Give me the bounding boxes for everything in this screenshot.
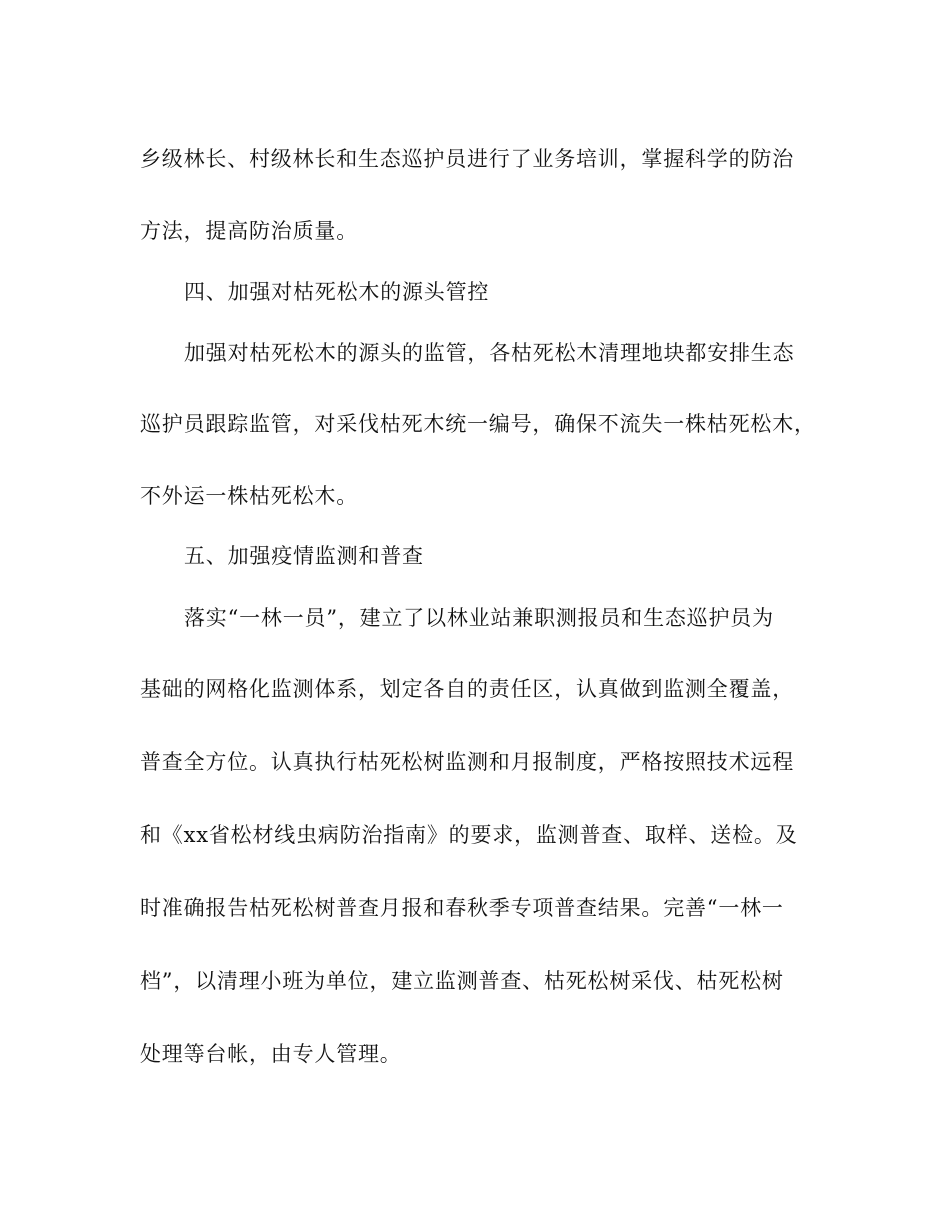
paragraph-line: 不外运一株枯死松木。 <box>140 484 358 508</box>
paragraph-line: 和《xx省松材线虫病防治指南》的要求，监测普查、取样、送检。及 <box>140 823 798 847</box>
section-heading: 四、加强对枯死松木的源头管控 <box>184 280 490 304</box>
paragraph-line: 落实“一林一员”，建立了以林业站兼职测报员和生态巡护员为 <box>184 606 774 630</box>
paragraph-line: 普查全方位。认真执行枯死松树监测和月报制度，严格按照技术远程 <box>140 750 794 774</box>
paragraph-line: 档”，以清理小班为单位，建立监测普查、枯死松树采伐、枯死松树 <box>140 969 784 993</box>
paragraph-line: 时准确报告枯死松树普查月报和春秋季专项普查结果。完善“一林一 <box>140 896 784 920</box>
paragraph-line: 方法，提高防治质量。 <box>140 219 358 243</box>
paragraph-line: 巡护员跟踪监管，对采伐枯死木统一编号，确保不流失一株枯死松木， <box>140 412 816 436</box>
section-heading: 五、加强疫情监测和普查 <box>184 544 424 568</box>
paragraph-line: 处理等台帐，由专人管理。 <box>140 1042 402 1066</box>
paragraph-line: 乡级林长、村级林长和生态巡护员进行了业务培训，掌握科学的防治 <box>140 147 794 171</box>
paragraph-line: 加强对枯死松木的源头的监管，各枯死松木清理地块都安排生态 <box>184 341 795 365</box>
paragraph-line: 基础的网格化监测体系，划定各自的责任区，认真做到监测全覆盖， <box>140 677 794 701</box>
